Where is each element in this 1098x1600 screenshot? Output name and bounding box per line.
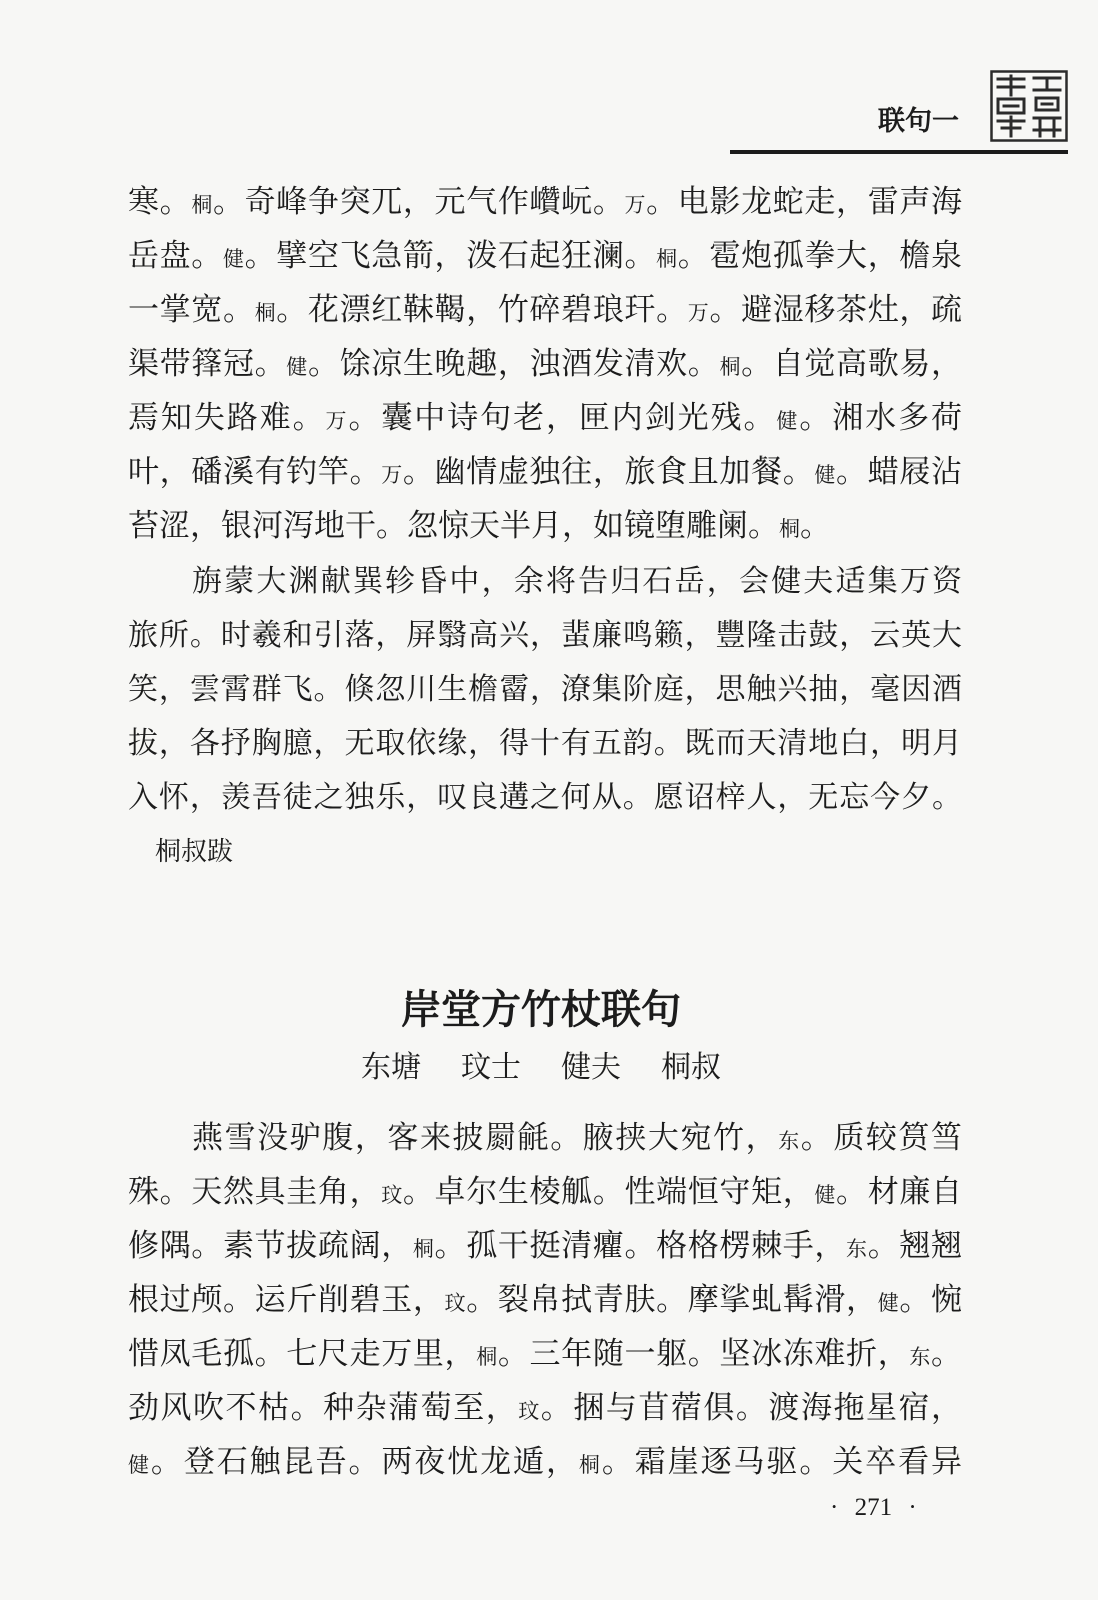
page-number: · 271 · [830,1494,917,1521]
verse-text: 。蜡屐沾 [836,454,963,490]
speaker-mark: 健 [286,355,308,379]
verse-text: 。霜崖逐马驱。关卒看异 [601,1444,964,1480]
speaker-mark: 健 [814,1183,837,1207]
verse-text: 。质较筼筜 [800,1120,964,1156]
verse-text: 。囊中诗句老，匣内剑光残。 [348,400,777,436]
verse-text: 焉知失路难。 [128,400,326,436]
verse-text: 寒。 [128,184,192,220]
text-line [128,1165,962,1219]
poem-title: 岸堂方竹杖联句 [401,986,681,1033]
speaker-mark: 桐 [578,1453,602,1477]
verse-text: 。雹炮孤拳大，檐泉 [677,238,963,274]
verse-text: 。馀凉生晚趣，浊酒发清欢。 [307,346,720,382]
text-line [128,1273,962,1327]
speaker-mark: 健 [776,409,800,433]
text-line [128,1219,962,1273]
verse-text: 渠带箨冠。 [128,346,287,382]
verse-text: 。奇峰争突兀，元气作巑岏。 [212,184,625,220]
text-line [128,283,962,337]
speaker-mark: 东 [846,1237,868,1261]
text-line [128,1435,962,1489]
speaker-mark: 健 [814,463,837,487]
speaker-mark: 万 [381,463,403,487]
verse-text: 叶，磻溪有钓竿。 [128,454,382,490]
author-name: 玟士 [461,1051,521,1084]
speaker-mark: 万 [624,193,647,217]
speaker-mark: 健 [222,247,245,271]
verse-text: 。三年随一躯。坚冰冻难折， [497,1336,910,1372]
verse-text: 。避湿移茶灶，疏 [709,292,963,328]
verse-text: 苔涩，银河泻地干。忽惊天半月，如镜堕雕阑。 [128,508,779,544]
speaker-mark: 东 [909,1345,932,1369]
speaker-mark: 健 [128,1453,151,1477]
author-name: 东塘 [361,1051,421,1084]
verse-text: 惜凤毛孤。七尺走万里， [128,1336,477,1372]
speaker-mark: 万 [325,409,349,433]
verse-continuation [128,175,962,553]
speaker-mark: 桐 [719,355,742,379]
author-name: 桐叔 [661,1051,721,1084]
speaker-mark: 桐 [254,301,277,325]
speaker-mark: 玟 [381,1183,403,1207]
poem-body [128,1111,962,1489]
text-line [128,391,962,445]
text-line [128,499,962,553]
postscript [128,555,965,825]
text-line [128,1327,962,1381]
speaker-mark: 桐 [656,247,678,271]
author-name: 健夫 [561,1051,621,1084]
speaker-mark: 玟 [518,1399,541,1423]
verse-text: 一掌宽。 [128,292,255,328]
verse-text: 劲风吹不枯。种杂蒲萄至， [128,1390,519,1426]
text-line [128,337,962,391]
running-title: 联句一 [878,106,959,137]
header-rule [730,150,1068,154]
speaker-mark: 玟 [444,1291,467,1315]
text-line: 笑，雲霄群飞。倏忽川生檐霤，潦集阶庭，思触兴抽，毫因酒 [128,673,963,706]
verse-text: 岳盘。 [128,238,223,274]
verse-text: 燕雪没驴腹，客来披罽毹。腋挟大宛竹， [192,1120,779,1156]
verse-text: 殊。天然具圭角， [128,1174,382,1210]
speaker-mark: 万 [687,301,710,325]
verse-text: 。登石触昆吾。两夜忧龙遁， [150,1444,579,1480]
postscript-signature: 桐叔跋 [155,837,234,866]
text-line [128,229,962,283]
text-line: 旅所。时羲和引落，屏翳高兴，蜚廉鸣籁，豐隆击鼓，云英大 [128,619,963,652]
speaker-mark: 桐 [779,517,800,541]
speaker-mark: 健 [877,1291,900,1315]
seal-icon [990,70,1068,142]
verse-text: 。翘翘 [867,1228,963,1264]
verse-text: 。惋 [899,1282,963,1318]
text-line [128,1381,962,1435]
text-line: 旃蒙大渊献巽轸昏中，余将告归石岳，会健夫适集万资 [192,565,965,598]
verse-text: 。花漂红靺鞨，竹碎碧琅玕。 [276,292,688,328]
verse-text: 。自觉高歌易， [741,346,963,382]
verse-text: 。湘水多荷 [799,400,964,436]
verse-text: 。电影龙蛇走，雷声海 [646,184,963,220]
text-line [128,175,962,229]
verse-text: 。卓尔生棱觚。性端恒守矩， [402,1174,815,1210]
verse-text: 。幽情虚独往，旅食且加餐。 [402,454,815,490]
verse-text: 根过颅。运斤削碧玉， [128,1282,445,1318]
verse-text: 。孤干挺清癯。格格楞棘手， [434,1228,847,1264]
verse-text: 。材廉自 [836,1174,963,1210]
speaker-mark: 桐 [476,1345,498,1369]
verse-text: 。捆与苜蓿俱。渡海拖星宿， [540,1390,964,1426]
author-list [300,1046,782,1090]
speaker-mark: 东 [778,1129,801,1153]
text-line [128,1111,962,1165]
verse-text: 。擘空飞急箭，泼石起狂澜。 [244,238,657,274]
text-line: 拔，各抒胸臆，无取依缘，得十有五韵。既而天清地白，明月 [128,727,963,760]
speaker-mark: 桐 [191,193,213,217]
text-line [128,445,962,499]
verse-text: 。裂帛拭青肤。摩挲虬髯滑， [466,1282,878,1318]
speaker-mark: 桐 [412,1237,435,1261]
verse-text: 。 [931,1336,963,1372]
text-line: 入怀，羡吾徒之独乐，叹良遘之何从。愿诏梓人，无忘今夕。 [128,781,963,814]
verse-text: 修隅。素节拔疏阔， [128,1228,413,1264]
verse-text: 。 [800,508,831,544]
